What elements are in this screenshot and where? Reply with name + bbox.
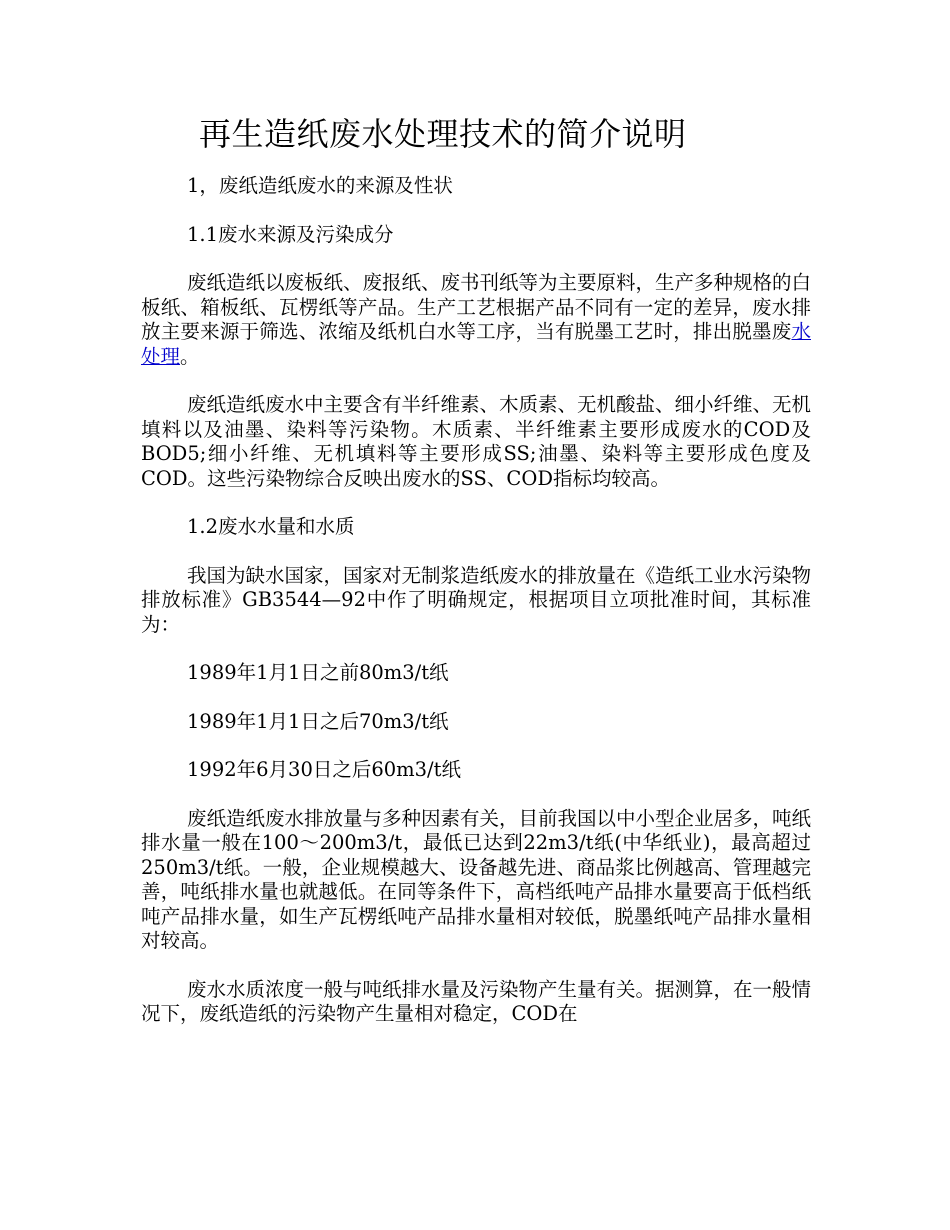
paragraph-wastewater-sources (141, 271, 811, 369)
water-treatment-link[interactable]: 水处理 (141, 320, 811, 368)
paragraph-water-quality: 废水水质浓度一般与吨纸排水量及污染物产生量有关。据测算，在一般情况下，废纸造纸的污染物产生量相对稳定，COD在 (141, 977, 812, 1025)
paragraph-pollutants: 废纸造纸废水中主要含有半纤维素、木质素、无机酸盐、细小纤维、无机填料以及油墨、染料等污染物。木质素、半纤维素主要形成废水的COD及BOD5;细小纤维、无机填料等主要形成SS;油墨、染料等主要形成色度及COD。这些污染物综合反映出废水的SS、COD指标均较高。 (141, 393, 812, 490)
section-heading-1-2: 1.2废水水量和水质 (187, 515, 355, 538)
paragraph-text-end: 。 (180, 344, 200, 368)
standard-item-2: 1989年1月1日之后70m3/t纸 (187, 709, 449, 733)
document-body (141, 112, 811, 1027)
section-heading-1: 1，废纸造纸废水的来源及性状 (187, 174, 453, 197)
section-heading-1-1: 1.1废水来源及污染成分 (187, 222, 394, 246)
standard-item-1: 1989年1月1日之前80m3/t纸 (187, 661, 449, 684)
standard-item-3: 1992年6月30日之后60m3/t纸 (187, 758, 461, 781)
paragraph-discharge-standard: 我国为缺水国家，国家对无制浆造纸废水的排放量在《造纸工业水污染物排放标准》GB3544—92中作了明确规定，根据项目立项批准时间，其标准为： (141, 563, 812, 636)
paragraph-text: 废纸造纸以废板纸、废报纸、废书刊纸等为主要原料，生产多种规格的白板纸、箱板纸、瓦楞纸等产品。生产工艺根据产品不同有一定的差异，废水排放主要来源于筛选、浓缩及纸机白水等工序，当有脱墨工艺时，排出脱墨废 (141, 271, 812, 343)
document-title: 再生造纸废水处理技术的简介说明 (199, 115, 687, 153)
paragraph-discharge-volume: 废纸造纸废水排放量与多种因素有关，目前我国以中小型企业居多，吨纸排水量一般在100～200m3/t，最低已达到22m3/t纸(中华纸业)，最高超过250m3/t纸。一般，企业规模越大、设备越先进、商品浆比例越高、管理越完善，吨纸排水量也就越低。在同等条件下，高档纸吨产品排水量要高于低档纸吨产品排水量，如生产瓦楞纸吨产品排水量相对较低，脱墨纸吨产品排水量相对较高。 (141, 806, 812, 952)
